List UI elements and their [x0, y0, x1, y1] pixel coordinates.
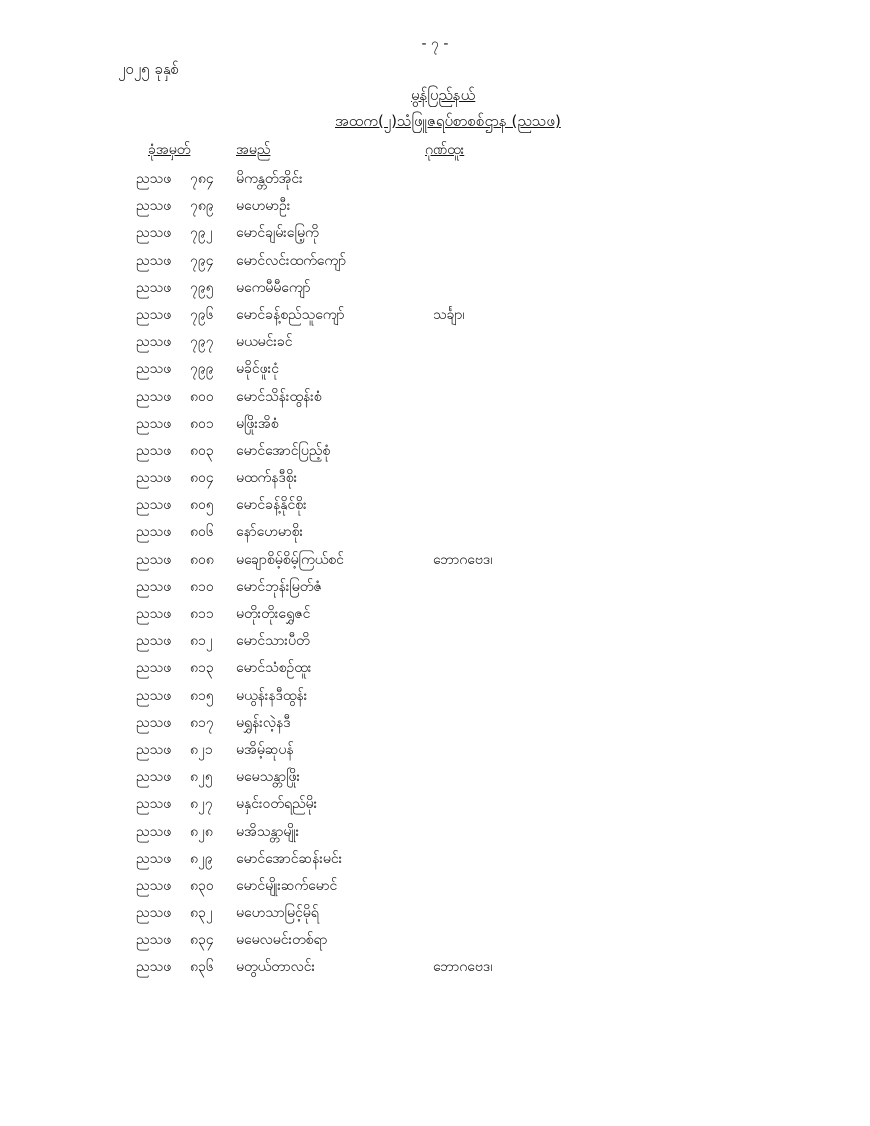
table-row — [0, 682, 870, 709]
row-prefix: ညသဖ — [136, 415, 172, 432]
row-distinction: ဘောဂဗေဒ၊ — [433, 551, 493, 568]
row-number: ၈၂၅ — [190, 769, 213, 786]
row-prefix: ညသဖ — [136, 551, 172, 568]
row-prefix: ညသဖ — [136, 198, 172, 215]
row-name: မမေသန္တာဖြိုး — [236, 769, 301, 786]
row-prefix: ညသဖ — [136, 823, 172, 840]
row-number: ၈၁၁ — [190, 606, 214, 622]
table-row — [0, 818, 870, 845]
row-prefix: ညသဖ — [136, 524, 172, 541]
table-row — [0, 274, 870, 301]
row-name: မအိမ့်ဆုပန် — [236, 741, 294, 758]
row-prefix: ညသဖ — [136, 769, 172, 786]
row-name: မရွှန်းလဲ့နဒီ — [236, 714, 291, 731]
table-row — [0, 491, 870, 518]
table-row — [0, 328, 870, 355]
row-name: မကေမီမီကျော် — [236, 279, 311, 296]
row-number: ၈၀၃ — [190, 442, 214, 459]
row-name: မဟေမာဦး — [236, 198, 291, 215]
table-row — [0, 872, 870, 899]
row-number: ၈၀၄ — [190, 470, 214, 487]
table-row — [0, 410, 870, 437]
table-row — [0, 953, 870, 980]
row-number: ၈၁၂ — [190, 633, 213, 650]
row-number: ၇၉၄ — [190, 252, 214, 269]
row-name: မတိုးတိုးရွှေဇင် — [236, 606, 311, 622]
row-number: ၈၂၉ — [190, 850, 213, 867]
row-name: မောင်သားပီတိ — [236, 633, 310, 650]
row-name: မောင်ချမ်းမြေ့ကို — [236, 225, 319, 242]
row-name: မအိသန္တာမျိုး — [236, 823, 300, 840]
table-row — [0, 383, 870, 410]
table-row — [0, 219, 870, 246]
row-prefix: ညသဖ — [136, 741, 172, 758]
row-prefix: ညသဖ — [136, 959, 172, 976]
table-row — [0, 899, 870, 926]
table-row — [0, 192, 870, 219]
table-row — [0, 355, 870, 382]
row-name: မောင်လင်းထက်ကျော် — [236, 252, 347, 269]
row-prefix: ညသဖ — [136, 470, 172, 487]
row-number: ၈၀၆ — [190, 524, 214, 541]
row-name: နော်ဟေမာစိုး — [236, 524, 304, 541]
row-distinction: ဘောဂဗေဒ၊ — [433, 959, 493, 976]
row-number: ၈၂၁ — [190, 741, 213, 758]
row-name: မမေလမင်းတစ်ရာ — [236, 932, 328, 949]
table-row — [0, 464, 870, 491]
row-name: မတွယ်တာလင်း — [236, 959, 316, 976]
row-number: ၈၃၂ — [190, 905, 213, 922]
row-prefix: ညသဖ — [136, 714, 172, 731]
row-distinction: သင်္ချာ၊ — [433, 306, 465, 323]
table-row — [0, 301, 870, 328]
row-prefix: ညသဖ — [136, 306, 172, 323]
row-prefix: ညသဖ — [136, 932, 172, 949]
header-name: အမည် — [236, 142, 271, 158]
table-row — [0, 165, 870, 192]
row-prefix: ညသဖ — [136, 279, 172, 296]
row-number: ၈၃၀ — [190, 877, 214, 894]
row-name: မယမင်းခင် — [236, 334, 293, 351]
row-name: မထက်နဒီစိုး — [236, 470, 298, 487]
row-number: ၇၈၉ — [190, 198, 214, 215]
row-name: မောင်သိန်းထွန်းစံ — [236, 388, 322, 405]
row-name: မောင်ခန့်စည်သူကျော် — [236, 306, 345, 323]
row-number: ၇၉၂ — [190, 225, 213, 242]
table-row — [0, 654, 870, 681]
row-prefix: ညသဖ — [136, 877, 172, 894]
row-name: မောင်သံစဉ်ထူး — [236, 660, 312, 677]
row-prefix: ညသဖ — [136, 905, 172, 922]
table-row — [0, 518, 870, 545]
table-row — [0, 627, 870, 654]
row-number: ၇၉၆ — [190, 306, 214, 323]
row-prefix: ညသဖ — [136, 660, 172, 677]
row-number: ၈၃၆ — [190, 959, 214, 976]
row-number: ၈၂၈ — [190, 823, 213, 840]
row-number: ၈၀၁ — [190, 415, 214, 432]
row-prefix: ညသဖ — [136, 497, 172, 514]
row-prefix: ညသဖ — [136, 225, 172, 242]
row-number: ၈၁၃ — [190, 660, 214, 677]
row-name: မဟေသာမြင့်မိုရ် — [236, 905, 319, 922]
row-number: ၇၉၉ — [190, 361, 214, 378]
table-row — [0, 437, 870, 464]
row-prefix: ညသဖ — [136, 796, 172, 813]
row-name: မိကန္တတ်အိုင်း — [236, 171, 303, 187]
row-number: ၈၂၇ — [190, 796, 213, 813]
row-number: ၈၀၅ — [190, 497, 214, 514]
row-name: မနှင်းဝတ်ရည်မိုး — [236, 796, 318, 813]
row-prefix: ညသဖ — [136, 606, 172, 622]
table-row — [0, 790, 870, 817]
result-list — [0, 165, 870, 981]
table-row — [0, 247, 870, 274]
row-prefix: ညသဖ — [136, 361, 172, 378]
row-name: မောင်ဘုန်းမြတ်ဇံ — [236, 578, 322, 595]
row-prefix: ညသဖ — [136, 388, 172, 405]
row-prefix: ညသဖ — [136, 850, 172, 867]
row-name: မောင်ခန့်နိုင်စိုး — [236, 497, 307, 514]
table-row — [0, 600, 870, 627]
row-name: မောင်အောင်ပြည့်စုံ — [236, 442, 331, 459]
row-prefix: ညသဖ — [136, 442, 172, 459]
row-prefix: ညသဖ — [136, 633, 172, 650]
table-row — [0, 709, 870, 736]
table-row — [0, 926, 870, 953]
row-name: မယွန်းနဒီထွန်း — [236, 687, 308, 704]
row-name: မောင်အောင်ဆန်းမင်း — [236, 850, 343, 867]
row-prefix: ညသဖ — [136, 687, 172, 704]
year-label: ၂၀၂၅ ခုနှစ် — [118, 60, 180, 78]
row-number: ၈၃၄ — [190, 932, 214, 949]
page-number: - ၇ - — [421, 36, 449, 52]
header-roll-number: ခုံအမှတ် — [148, 142, 191, 158]
table-row — [0, 546, 870, 573]
row-name: မခိုင်ဖူးငုံ — [236, 361, 279, 378]
row-number: ၇၈၄ — [190, 171, 214, 187]
table-row — [0, 763, 870, 790]
row-prefix: ညသဖ — [136, 578, 172, 595]
row-prefix: ညသဖ — [136, 252, 172, 269]
row-number: ၈၁၀ — [190, 578, 214, 595]
table-row — [0, 736, 870, 763]
row-number: ၈၀၈ — [190, 551, 214, 568]
row-prefix: ညသဖ — [136, 334, 172, 351]
row-number: ၈၁၇ — [190, 714, 214, 731]
header-distinction: ဂုဏ်ထူး — [425, 142, 465, 158]
table-row — [0, 573, 870, 600]
row-number: ၇၉၇ — [190, 334, 214, 351]
row-prefix: ညသဖ — [136, 171, 172, 187]
region-title: မွန်ပြည်နယ် — [411, 86, 476, 104]
row-name: မဖြိုးအိစံ — [236, 415, 279, 432]
list-title: အထက(၂)သံဖြူဇရပ်စာစစ်ဌာန (ညသဖ) — [335, 112, 561, 130]
row-number: ၈၀၀ — [190, 388, 214, 405]
table-row — [0, 845, 870, 872]
row-number: ၈၁၅ — [190, 687, 214, 704]
row-name: မောင်မျိုးဆက်မောင် — [236, 877, 338, 894]
row-name: မချောစိမ့်စိမ့်ကြယ်စင် — [236, 551, 344, 568]
row-number: ၇၉၅ — [190, 279, 214, 296]
